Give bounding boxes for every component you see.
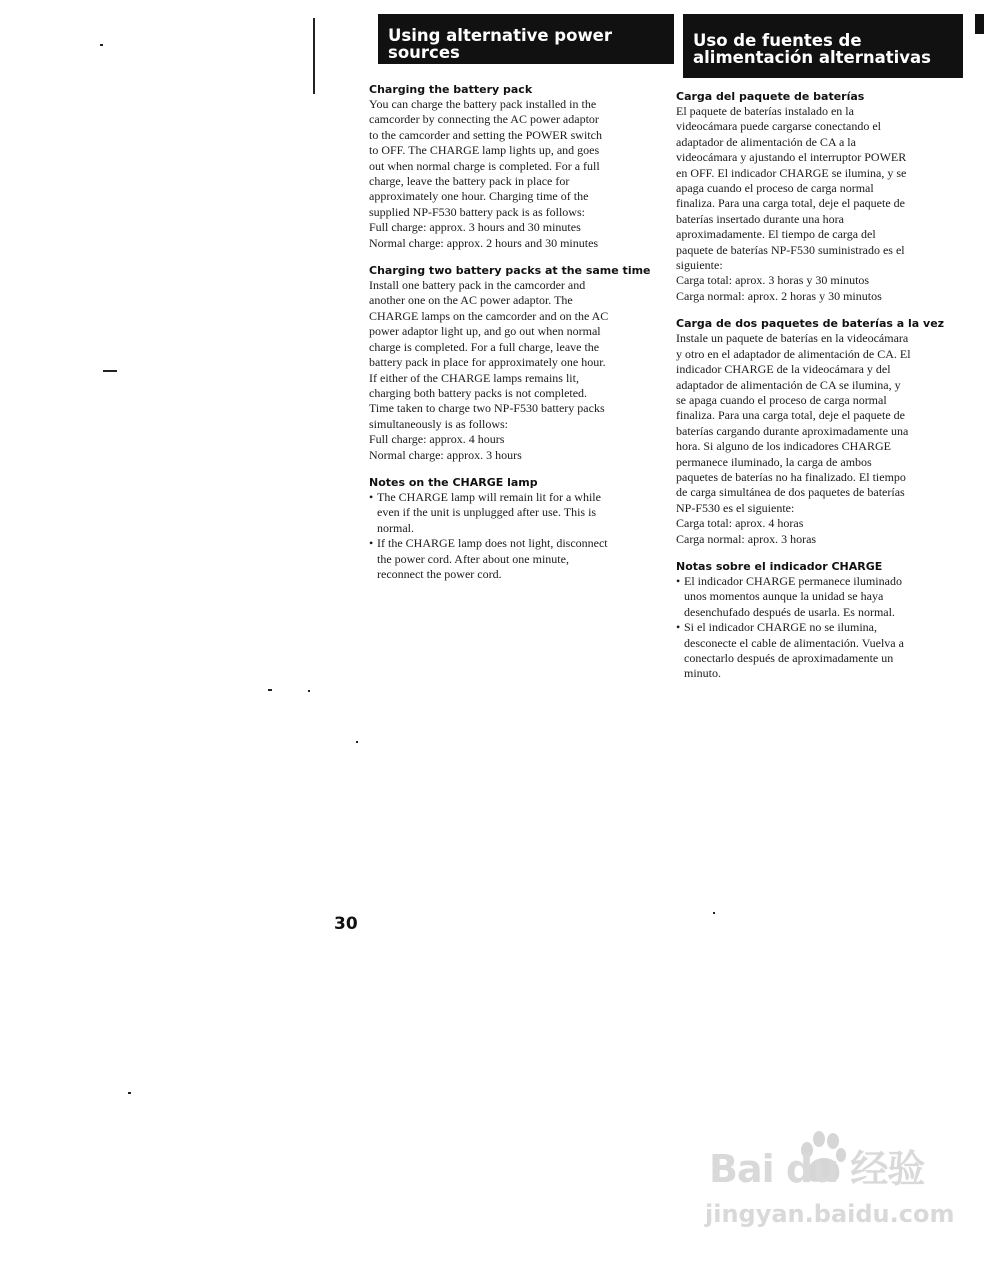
section-body xyxy=(369,278,661,463)
scan-mark xyxy=(313,18,315,94)
scan-mark xyxy=(128,1092,131,1094)
text-line: baterías cargando durante aproximadamente una xyxy=(676,423,909,438)
text-line: desenchufado después de usarla. Es normal. xyxy=(684,604,895,619)
section-body xyxy=(369,97,661,251)
text-line: se apaga cuando el proceso de carga normal xyxy=(676,392,887,407)
section-body xyxy=(676,331,966,547)
text-line: paquetes de baterías no ha finalizado. El tiempo xyxy=(676,469,906,484)
text-line: finaliza. Para una carga total, deje el paquete de xyxy=(676,196,905,211)
text-line: videocámara puede cargarse conectando el xyxy=(676,119,881,134)
list-item xyxy=(676,620,966,682)
text-line: • El indicador CHARGE permanece iluminado xyxy=(684,573,902,588)
scan-mark xyxy=(308,690,310,692)
section-carga-dos-paquetes xyxy=(676,316,966,547)
spanish-title xyxy=(693,32,931,66)
text-line: normal. xyxy=(377,520,414,535)
watermark-url: jingyan.baidu.com xyxy=(705,1200,955,1228)
section-heading: Charging two battery packs at the same time xyxy=(369,264,651,278)
text-line: minuto. xyxy=(684,666,722,681)
text-line: another one on the AC power adaptor. The xyxy=(369,293,573,308)
text-line: paquete de baterías NP-F530 suministrado es el xyxy=(676,242,905,257)
text-line: Normal charge: approx. 3 hours xyxy=(369,447,522,462)
text-line: even if the unit is unplugged after use. This is xyxy=(377,505,597,520)
text-line: desconecte el cable de alimentación. Vuelva a xyxy=(684,635,904,650)
text-line: approximately one hour. Charging time of the xyxy=(369,189,589,204)
english-title-line: Using alternative power xyxy=(388,26,613,45)
section-heading: Carga del paquete de baterías xyxy=(676,90,865,103)
section-heading: Charging the battery pack xyxy=(369,83,533,96)
text-line: aproximadamente. El tiempo de carga del xyxy=(676,227,876,242)
page-edge-tab xyxy=(975,14,984,34)
text-line: You can charge the battery pack installed in the xyxy=(369,97,597,111)
section-notes-charge-lamp xyxy=(369,475,661,582)
spanish-title-bar xyxy=(683,14,963,78)
text-line: conectarlo después de aproximadamente un xyxy=(684,651,894,665)
text-line: Install one battery pack in the camcorder and xyxy=(369,278,586,293)
text-line: en OFF. El indicador CHARGE se ilumina, y se xyxy=(676,165,907,180)
text-line: siguiente: xyxy=(676,258,723,273)
text-line: adaptador de alimentación de CA se ilumina, y xyxy=(676,377,901,392)
text-line: simultaneously is as follows: xyxy=(369,416,508,431)
english-title xyxy=(388,27,612,61)
text-line: charge, leave the battery pack in place for xyxy=(369,174,570,189)
text-line: charge is completed. For a full charge, leave the xyxy=(369,339,600,354)
text-line: CHARGE lamps on the camcorder and on the AC xyxy=(369,308,609,323)
text-line: apaga cuando el proceso de carga normal xyxy=(676,181,874,196)
text-line: charging both battery packs is not completed. xyxy=(369,385,588,400)
text-line: Full charge: approx. 4 hours xyxy=(369,432,505,447)
english-title-bar xyxy=(378,14,674,64)
text-line: baterías insertado durante una hora xyxy=(676,211,844,226)
list-item xyxy=(369,490,661,536)
list-item xyxy=(369,536,661,582)
text-line: indicador CHARGE de la videocámara y del xyxy=(676,362,891,377)
spanish-column xyxy=(676,89,966,694)
text-line: the power cord. After about one minute, xyxy=(377,551,569,566)
text-line: reconnect the power cord. xyxy=(377,566,502,581)
watermark-logo: Bai du 经验 xyxy=(709,1147,925,1191)
section-notas-indicador xyxy=(676,559,966,682)
text-line: videocámara y ajustando el interruptor POWER xyxy=(676,150,907,165)
section-body xyxy=(676,104,966,304)
text-line: Instale un paquete de baterías en la videocámara xyxy=(676,331,909,346)
text-line: camcorder by connecting the AC power adaptor xyxy=(369,112,599,127)
spanish-title-line: Uso de fuentes de xyxy=(693,31,862,50)
scan-mark xyxy=(356,741,358,743)
watermark xyxy=(705,1130,955,1250)
text-line: permanece iluminado, la carga de ambos xyxy=(676,454,872,469)
english-column xyxy=(369,82,661,594)
text-line: If either of the CHARGE lamps remains lit, xyxy=(369,370,579,385)
text-line: Full charge: approx. 3 hours and 30 minutes xyxy=(369,220,581,235)
section-carga-paquete xyxy=(676,89,966,304)
text-line: power adaptor light up, and go out when normal xyxy=(369,324,601,339)
spanish-title-line: alimentación alternativas xyxy=(693,48,932,67)
scan-mark xyxy=(713,912,715,914)
text-line: y otro en el adaptador de alimentación de CA. El xyxy=(676,346,911,361)
scan-mark xyxy=(268,689,272,691)
text-line: finaliza. Para una carga total, deje el paquete de xyxy=(676,408,905,423)
text-line: NP-F530 es el siguiente: xyxy=(676,500,795,515)
text-line: battery pack in place for approximately one hour. xyxy=(369,355,606,370)
text-line: Carga total: aprox. 4 horas xyxy=(676,516,804,531)
page-number: 30 xyxy=(334,914,358,934)
text-line: to OFF. The CHARGE lamp lights up, and goes xyxy=(369,143,600,158)
text-line: out when normal charge is completed. For a full xyxy=(369,158,600,173)
text-line: to the camcorder and setting the POWER switch xyxy=(369,127,602,142)
text-line: de carga simultánea de dos paquetes de baterías xyxy=(676,485,905,500)
text-line: Normal charge: approx. 2 hours and 30 minutes xyxy=(369,235,599,250)
text-line: unos momentos aunque la unidad se haya xyxy=(684,589,884,604)
section-heading: Notas sobre el indicador CHARGE xyxy=(676,559,883,573)
section-heading: Notes on the CHARGE lamp xyxy=(369,475,538,489)
section-charging-two-packs xyxy=(369,263,661,463)
text-line: Carga total: aprox. 3 horas y 30 minutos xyxy=(676,273,870,288)
text-line: El paquete de baterías instalado en la xyxy=(676,104,854,118)
english-title-line: sources xyxy=(388,43,460,62)
text-line: Time taken to charge two NP-F530 battery packs xyxy=(369,401,605,416)
section-heading: Carga de dos paquetes de baterías a la vez xyxy=(676,317,945,331)
text-line: adaptador de alimentación de CA a la xyxy=(676,134,856,149)
text-line: • The CHARGE lamp will remain lit for a while xyxy=(377,489,601,504)
notes-list xyxy=(369,490,661,582)
notes-list xyxy=(676,574,966,682)
text-line: Carga normal: aprox. 2 horas y 30 minutos xyxy=(676,288,882,303)
list-item xyxy=(676,574,966,620)
text-line: supplied NP-F530 battery pack is as follows: xyxy=(369,204,585,219)
text-line: • Si el indicador CHARGE no se ilumina, xyxy=(684,620,877,635)
text-line: Carga normal: aprox. 3 horas xyxy=(676,531,817,546)
scan-mark xyxy=(100,44,103,46)
scan-mark xyxy=(103,370,117,372)
text-line: hora. Si alguno de los indicadores CHARGE xyxy=(676,439,891,454)
section-charging-battery-pack xyxy=(369,82,661,251)
text-line: • If the CHARGE lamp does not light, disconnect xyxy=(377,536,608,551)
